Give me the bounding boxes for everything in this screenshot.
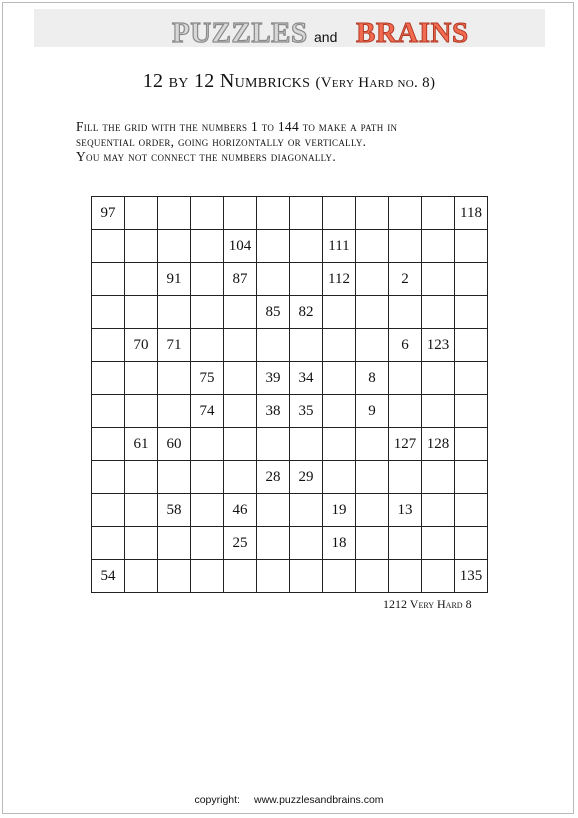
grid-cell[interactable]: 123 (422, 329, 455, 362)
grid-cell[interactable]: 70 (125, 329, 158, 362)
grid-cell[interactable] (158, 230, 191, 263)
grid-cell[interactable] (356, 329, 389, 362)
grid-cell[interactable] (290, 230, 323, 263)
logo-puzzles: PUZZLES (172, 17, 308, 49)
grid-cell[interactable] (323, 395, 356, 428)
grid-cell[interactable] (158, 461, 191, 494)
grid-row (92, 494, 488, 527)
grid-cell[interactable]: 58 (158, 494, 191, 527)
grid-cell[interactable] (257, 329, 290, 362)
grid-cell[interactable]: 87 (224, 263, 257, 296)
grid-cell[interactable]: 74 (191, 395, 224, 428)
grid-cell[interactable] (92, 296, 125, 329)
grid-cell[interactable] (389, 560, 422, 593)
grid-cell[interactable] (323, 428, 356, 461)
grid-cell[interactable] (92, 494, 125, 527)
logo-and: and (314, 29, 338, 45)
grid-cell[interactable] (356, 494, 389, 527)
grid-cell[interactable]: 35 (290, 395, 323, 428)
grid-cell[interactable] (125, 296, 158, 329)
grid-cell[interactable] (455, 296, 488, 329)
grid-cell[interactable] (224, 461, 257, 494)
grid-cell[interactable] (257, 428, 290, 461)
grid-cell[interactable] (356, 560, 389, 593)
grid-cell[interactable] (191, 560, 224, 593)
grid-cell[interactable] (125, 461, 158, 494)
grid-cell[interactable] (224, 197, 257, 230)
grid-cell[interactable] (356, 263, 389, 296)
grid-cell[interactable] (389, 197, 422, 230)
grid-cell[interactable] (323, 296, 356, 329)
grid-cell[interactable]: 28 (257, 461, 290, 494)
instruction-line: Fill the grid with the numbers 1 to 144 to make a path in (76, 119, 398, 134)
grid-cell[interactable] (125, 263, 158, 296)
grid-cell[interactable] (158, 560, 191, 593)
grid-cell[interactable]: 82 (290, 296, 323, 329)
grid-cell[interactable] (356, 296, 389, 329)
grid-cell[interactable] (224, 560, 257, 593)
grid-cell[interactable]: 60 (158, 428, 191, 461)
grid-cell[interactable] (158, 296, 191, 329)
grid-row (92, 560, 488, 593)
grid-row (92, 362, 488, 395)
grid-cell[interactable] (224, 362, 257, 395)
grid-row (92, 197, 488, 230)
grid-cell[interactable]: 104 (224, 230, 257, 263)
title-subtitle: (Very Hard no. 8) (315, 75, 436, 91)
grid-cell[interactable]: 2 (389, 263, 422, 296)
grid-cell[interactable] (356, 527, 389, 560)
grid-row (92, 329, 488, 362)
grid-cell[interactable] (125, 230, 158, 263)
grid-cell[interactable]: 13 (389, 494, 422, 527)
grid-cell[interactable] (389, 395, 422, 428)
grid-cell[interactable]: 97 (92, 197, 125, 230)
grid-cell[interactable] (455, 527, 488, 560)
grid-cell[interactable] (125, 527, 158, 560)
grid-cell[interactable] (455, 263, 488, 296)
grid-cell[interactable] (422, 263, 455, 296)
grid-cell[interactable]: 54 (92, 560, 125, 593)
grid-cell[interactable]: 118 (455, 197, 488, 230)
grid-cell[interactable] (389, 527, 422, 560)
grid-cell[interactable] (323, 197, 356, 230)
grid-cell[interactable] (290, 527, 323, 560)
grid-cell[interactable] (356, 230, 389, 263)
grid-cell[interactable] (158, 527, 191, 560)
grid-cell[interactable] (191, 230, 224, 263)
instruction-line: You may not connect the numbers diagonally. (76, 149, 337, 164)
grid-cell[interactable] (191, 197, 224, 230)
grid-cell[interactable]: 85 (257, 296, 290, 329)
grid-cell[interactable] (290, 560, 323, 593)
grid-cell[interactable] (389, 461, 422, 494)
grid-cell[interactable] (455, 461, 488, 494)
grid-cell[interactable]: 135 (455, 560, 488, 593)
grid-cell[interactable]: 19 (323, 494, 356, 527)
grid-cell[interactable] (191, 527, 224, 560)
grid-cell[interactable] (422, 494, 455, 527)
grid-cell[interactable] (224, 329, 257, 362)
grid-cell[interactable] (290, 263, 323, 296)
grid-cell[interactable] (257, 263, 290, 296)
grid-cell[interactable] (422, 230, 455, 263)
grid-cell[interactable] (356, 197, 389, 230)
grid-cell[interactable] (422, 296, 455, 329)
grid-row (92, 230, 488, 263)
grid-cell[interactable] (455, 395, 488, 428)
grid-cell[interactable] (422, 362, 455, 395)
grid-cell[interactable] (389, 362, 422, 395)
grid-row (92, 296, 488, 329)
grid-cell[interactable]: 6 (389, 329, 422, 362)
grid-cell[interactable] (224, 395, 257, 428)
grid-cell[interactable] (257, 230, 290, 263)
grid-cell[interactable] (356, 461, 389, 494)
grid-cell[interactable] (158, 395, 191, 428)
grid-cell[interactable]: 38 (257, 395, 290, 428)
grid-cell[interactable] (356, 428, 389, 461)
grid-row (92, 428, 488, 461)
grid-cell[interactable] (257, 560, 290, 593)
grid-cell[interactable]: 46 (224, 494, 257, 527)
grid-cell[interactable] (422, 197, 455, 230)
grid-cell[interactable] (290, 494, 323, 527)
grid-cell[interactable] (191, 461, 224, 494)
grid-cell[interactable] (191, 329, 224, 362)
grid-cell[interactable] (323, 461, 356, 494)
copyright-label: copyright: (194, 794, 240, 806)
grid-cell[interactable] (92, 461, 125, 494)
grid-cell[interactable] (125, 395, 158, 428)
grid-cell[interactable] (389, 296, 422, 329)
site-banner (34, 9, 545, 47)
grid-cell[interactable] (422, 527, 455, 560)
footer-copyright (0, 794, 578, 806)
instruction-line: sequential order, going horizontally or vertically. (76, 134, 367, 149)
grid-cell[interactable]: 128 (422, 428, 455, 461)
grid-cell[interactable] (323, 362, 356, 395)
puzzle-grid (91, 196, 488, 593)
grid-cell[interactable]: 61 (125, 428, 158, 461)
grid-row (92, 263, 488, 296)
grid-cell[interactable]: 9 (356, 395, 389, 428)
grid-cell[interactable]: 127 (389, 428, 422, 461)
grid-cell[interactable]: 8 (356, 362, 389, 395)
grid-cell[interactable] (125, 197, 158, 230)
grid-cell[interactable] (455, 494, 488, 527)
grid-cell[interactable] (257, 494, 290, 527)
grid-cell[interactable] (125, 362, 158, 395)
grid-cell[interactable] (422, 395, 455, 428)
grid-cell[interactable] (290, 428, 323, 461)
footer-link[interactable]: www.puzzlesandbrains.com (253, 794, 384, 806)
grid-cell[interactable] (455, 230, 488, 263)
grid-cell[interactable] (191, 296, 224, 329)
grid-cell[interactable] (323, 560, 356, 593)
title-main: 12 by 12 Numbricks (142, 70, 311, 92)
grid-cell[interactable] (224, 296, 257, 329)
puzzle-id: 1212 Very Hard 8 (383, 597, 472, 611)
grid-row (92, 395, 488, 428)
grid-cell[interactable] (290, 197, 323, 230)
grid-cell[interactable]: 112 (323, 263, 356, 296)
instructions (76, 119, 516, 164)
grid-cell[interactable]: 18 (323, 527, 356, 560)
grid-cell[interactable] (422, 560, 455, 593)
grid-row (92, 527, 488, 560)
grid-cell[interactable] (191, 263, 224, 296)
grid-cell[interactable] (92, 527, 125, 560)
grid-cell[interactable]: 34 (290, 362, 323, 395)
grid-cell[interactable]: 29 (290, 461, 323, 494)
grid-cell[interactable]: 91 (158, 263, 191, 296)
grid-cell[interactable] (224, 428, 257, 461)
grid-cell[interactable] (422, 461, 455, 494)
grid-cell[interactable] (257, 197, 290, 230)
grid-cell[interactable] (455, 428, 488, 461)
grid-cell[interactable] (158, 197, 191, 230)
page-title (0, 70, 578, 93)
grid-row (92, 461, 488, 494)
grid-cell[interactable] (92, 428, 125, 461)
grid-cell[interactable] (158, 362, 191, 395)
grid-cell[interactable]: 25 (224, 527, 257, 560)
grid-cell[interactable] (257, 527, 290, 560)
grid-cell[interactable] (92, 263, 125, 296)
grid-cell[interactable]: 111 (323, 230, 356, 263)
grid-cell[interactable] (92, 395, 125, 428)
grid-cell[interactable] (191, 494, 224, 527)
grid-cell[interactable] (455, 329, 488, 362)
grid-cell[interactable] (125, 560, 158, 593)
grid-cell[interactable]: 71 (158, 329, 191, 362)
grid-cell[interactable] (191, 428, 224, 461)
grid-cell[interactable] (92, 362, 125, 395)
grid-cell[interactable]: 39 (257, 362, 290, 395)
logo-brains: BRAINS (356, 17, 469, 49)
grid-cell[interactable] (125, 494, 158, 527)
grid-cell[interactable] (389, 230, 422, 263)
grid-cell[interactable] (92, 329, 125, 362)
grid-cell[interactable] (323, 329, 356, 362)
grid-cell[interactable] (92, 230, 125, 263)
grid-cell[interactable]: 75 (191, 362, 224, 395)
grid-cell[interactable] (455, 362, 488, 395)
grid-cell[interactable] (290, 329, 323, 362)
